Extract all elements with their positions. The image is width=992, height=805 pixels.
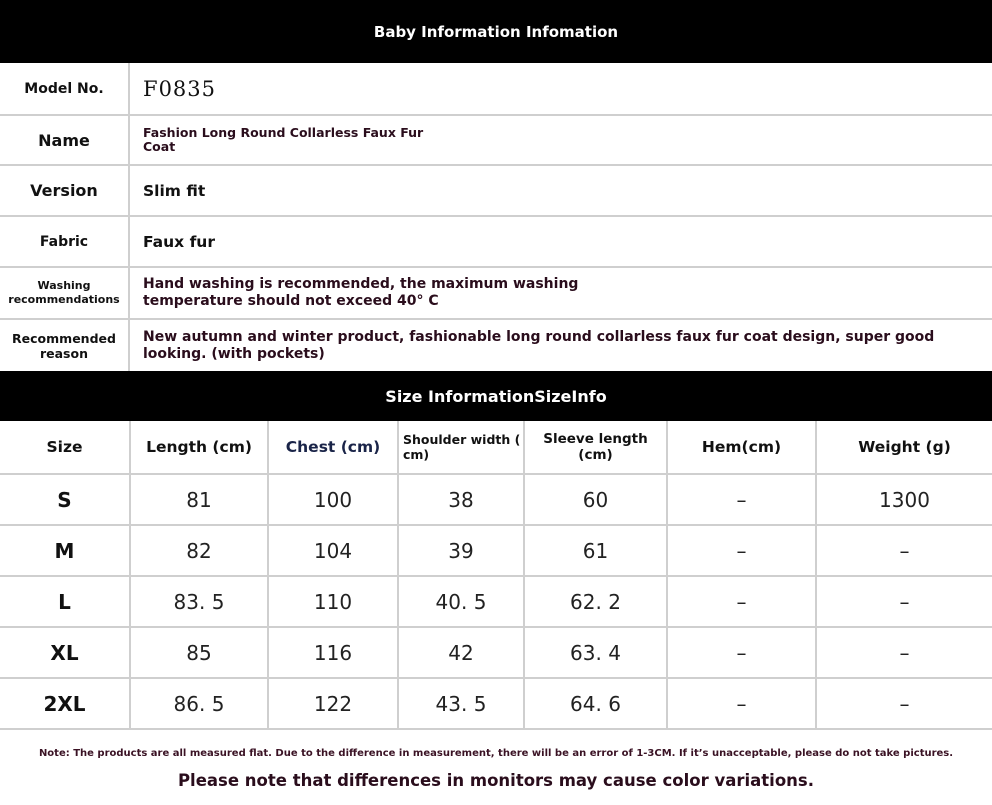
info-section-title: Baby Information Infomation <box>373 22 619 41</box>
info-label-reason-line2: reason <box>39 345 88 361</box>
cell-length: 81 <box>130 474 268 525</box>
info-value-washing <box>130 268 992 318</box>
table-row <box>0 627 992 678</box>
cell-weight: – <box>816 627 992 678</box>
info-value-reason-line1: New autumn and winter product, fashionable long round collarless faux fur coat design, super good <box>143 328 935 345</box>
info-value-name-line2: Coat <box>143 139 176 154</box>
cell-length: 86. 5 <box>130 678 268 729</box>
info-row-reason <box>0 320 992 371</box>
cell-shoulder: 42 <box>398 627 524 678</box>
cell-hem: – <box>667 627 816 678</box>
cell-length: 82 <box>130 525 268 576</box>
cell-sleeve: 64. 6 <box>524 678 667 729</box>
cell-weight: – <box>816 525 992 576</box>
monitor-note: Please note that differences in monitors may cause color variations. <box>177 771 815 790</box>
cell-sleeve: 61 <box>524 525 667 576</box>
cell-length: 85 <box>130 627 268 678</box>
cell-shoulder: 38 <box>398 474 524 525</box>
cell-size: XL <box>0 627 130 678</box>
header-chest: Chest (cm) <box>268 421 398 474</box>
header-shoulder-line2: cm) <box>403 447 430 462</box>
info-value-reason-line2: looking. (with pockets) <box>143 345 325 362</box>
header-weight: Weight (g) <box>816 421 992 474</box>
info-label-reason <box>0 320 130 371</box>
header-hem: Hem(cm) <box>667 421 816 474</box>
table-row <box>0 576 992 627</box>
info-row-washing <box>0 268 992 320</box>
header-length: Length (cm) <box>130 421 268 474</box>
cell-chest: 122 <box>268 678 398 729</box>
info-section-header <box>0 0 992 63</box>
info-value-version: Slim fit <box>143 181 206 200</box>
cell-chest: 100 <box>268 474 398 525</box>
cell-weight: 1300 <box>816 474 992 525</box>
header-size: Size <box>0 421 130 474</box>
cell-size: S <box>0 474 130 525</box>
info-label-washing <box>0 268 130 318</box>
cell-sleeve: 60 <box>524 474 667 525</box>
cell-hem: – <box>667 474 816 525</box>
cell-chest: 104 <box>268 525 398 576</box>
cell-sleeve: 63. 4 <box>524 627 667 678</box>
info-label-fabric: Fabric <box>0 217 130 266</box>
measurement-note: Note: The products are all measured flat. Due to the difference in measurement, there will be an error of 1-3CM. If it’s unacceptable, please do not take pictures. <box>38 748 954 759</box>
info-row-version <box>0 166 992 217</box>
cell-chest: 116 <box>268 627 398 678</box>
info-row-name <box>0 116 992 166</box>
header-shoulder <box>398 421 524 474</box>
cell-weight: – <box>816 678 992 729</box>
cell-hem: – <box>667 525 816 576</box>
info-value-reason <box>130 320 992 371</box>
header-sleeve: Sleeve length (cm) <box>524 421 667 474</box>
cell-shoulder: 40. 5 <box>398 576 524 627</box>
cell-chest: 110 <box>268 576 398 627</box>
cell-shoulder: 39 <box>398 525 524 576</box>
table-row <box>0 474 992 525</box>
cell-size: M <box>0 525 130 576</box>
cell-sleeve: 62. 2 <box>524 576 667 627</box>
cell-weight: – <box>816 576 992 627</box>
cell-hem: – <box>667 678 816 729</box>
cell-hem: – <box>667 576 816 627</box>
size-table-header-row <box>0 421 992 474</box>
info-label-washing-line1: Washing <box>37 279 91 292</box>
table-row <box>0 525 992 576</box>
info-label-model: Model No. <box>0 63 130 114</box>
cell-size: L <box>0 576 130 627</box>
info-label-washing-line2: recommendations <box>8 293 120 306</box>
info-value-washing-line2: temperature should not exceed 40° C <box>143 293 439 309</box>
cell-shoulder: 43. 5 <box>398 678 524 729</box>
cell-size: 2XL <box>0 678 130 729</box>
table-row <box>0 678 992 729</box>
info-value-washing-line1: Hand washing is recommended, the maximum washing <box>143 276 579 292</box>
info-label-reason-line1: Recommended <box>12 330 116 346</box>
info-value-model: F0835 <box>143 76 217 101</box>
info-label-name: Name <box>0 116 130 164</box>
info-value-name <box>130 116 992 164</box>
size-table <box>0 421 992 730</box>
size-section-header <box>0 371 992 421</box>
info-label-version: Version <box>0 166 130 215</box>
header-shoulder-line1: Shoulder width ( <box>403 432 521 447</box>
info-value-name-line1: Fashion Long Round Collarless Faux Fur <box>143 125 424 140</box>
info-row-model <box>0 63 992 116</box>
info-row-fabric <box>0 217 992 268</box>
cell-length: 83. 5 <box>130 576 268 627</box>
info-value-fabric: Faux fur <box>143 232 215 251</box>
size-section-title: Size InformationSizeInfo <box>385 386 607 406</box>
